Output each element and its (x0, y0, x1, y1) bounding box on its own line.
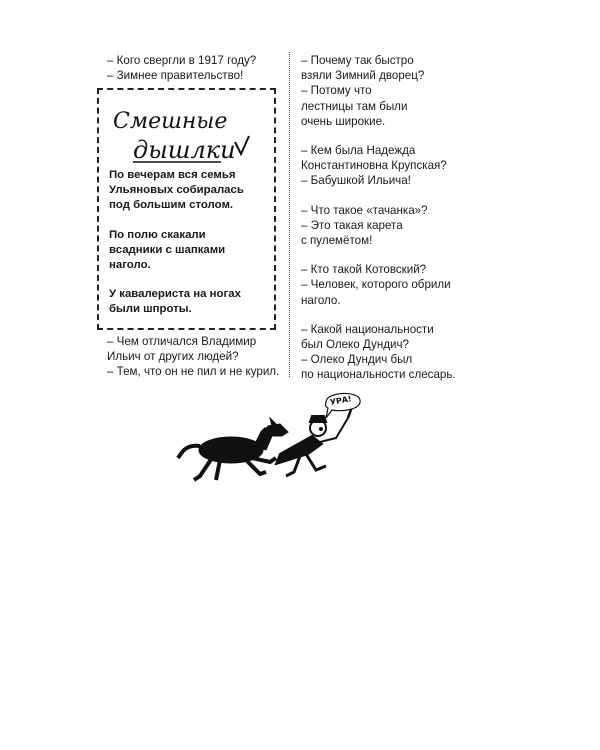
joke-block (301, 143, 491, 189)
joke-line: были шпроты. (109, 303, 192, 316)
joke-block (301, 53, 491, 129)
box-joke-3 (109, 287, 269, 317)
box-jokes (109, 168, 269, 332)
joke-line: – Кого свергли в 1917 году? (107, 54, 257, 67)
joke-line: У кавалериста на ногах (109, 288, 241, 301)
joke-line: взяли Зимний дворец? (301, 69, 425, 83)
column-divider (289, 52, 290, 377)
funny-jokes-box (97, 88, 276, 330)
joke-line: – Кем была Надежда (301, 144, 416, 158)
speech-bubble (326, 393, 361, 418)
joke-line: – Бабушкой Ильича! (301, 174, 411, 188)
joke-line: – Кто такой Котовский? (301, 263, 427, 277)
joke-line: всадники с шапками (109, 243, 226, 256)
joke-line: наголо. (301, 293, 341, 307)
joke-line: – Человек, которого обрили (301, 278, 451, 292)
speech-bubble-text: УРА! (329, 394, 353, 407)
joke-line: – Зимнее правительство! (107, 69, 244, 83)
joke-line: Ульяновых собиралась (109, 184, 244, 197)
joke-line: очень широкие. (301, 114, 386, 128)
box-title-line1: Смешные (113, 109, 228, 134)
joke-line: По полю скакали (109, 228, 206, 241)
joke-line: под большим столом. (109, 199, 234, 212)
joke-line: – Тем, что он не пил и не курил. (107, 365, 280, 379)
box-title-line2: дышлки (133, 136, 236, 164)
joke-line: Ильич от других людей? (107, 350, 239, 364)
joke-line: по национальности слесарь. (301, 368, 456, 382)
left-column-bottom (107, 334, 287, 380)
cavalry-illustration (176, 388, 376, 498)
joke-line: с пулемётом! (301, 234, 373, 248)
joke-line: – Потому что (301, 84, 372, 98)
joke-line: был Олеко Дундич? (301, 338, 409, 352)
joke-line: лестницы там были (301, 99, 408, 113)
joke-line: – Чем отличался Владимир (107, 335, 257, 348)
right-column (301, 53, 491, 383)
joke-line: – Что такое «тачанка»? (301, 203, 428, 217)
joke-block (301, 203, 491, 249)
joke-line: – Олеко Дундич был (301, 353, 413, 367)
joke-line: Константиновна Крупская? (301, 159, 447, 173)
joke-line: По вечерам вся семья (109, 169, 236, 181)
box-joke-2 (109, 228, 269, 274)
joke-line: – Это такая карета (301, 218, 403, 232)
joke-block (301, 322, 491, 383)
box-joke-1 (109, 168, 269, 214)
joke-line: – Какой национальности (301, 322, 434, 336)
joke-line: наголо. (109, 259, 151, 272)
horse-icon (178, 418, 288, 480)
joke-line: – Почему так быстро (301, 54, 414, 67)
check-mark-icon (235, 136, 249, 154)
joke-block (301, 262, 491, 308)
box-title (111, 102, 261, 164)
left-column-top (107, 53, 277, 83)
